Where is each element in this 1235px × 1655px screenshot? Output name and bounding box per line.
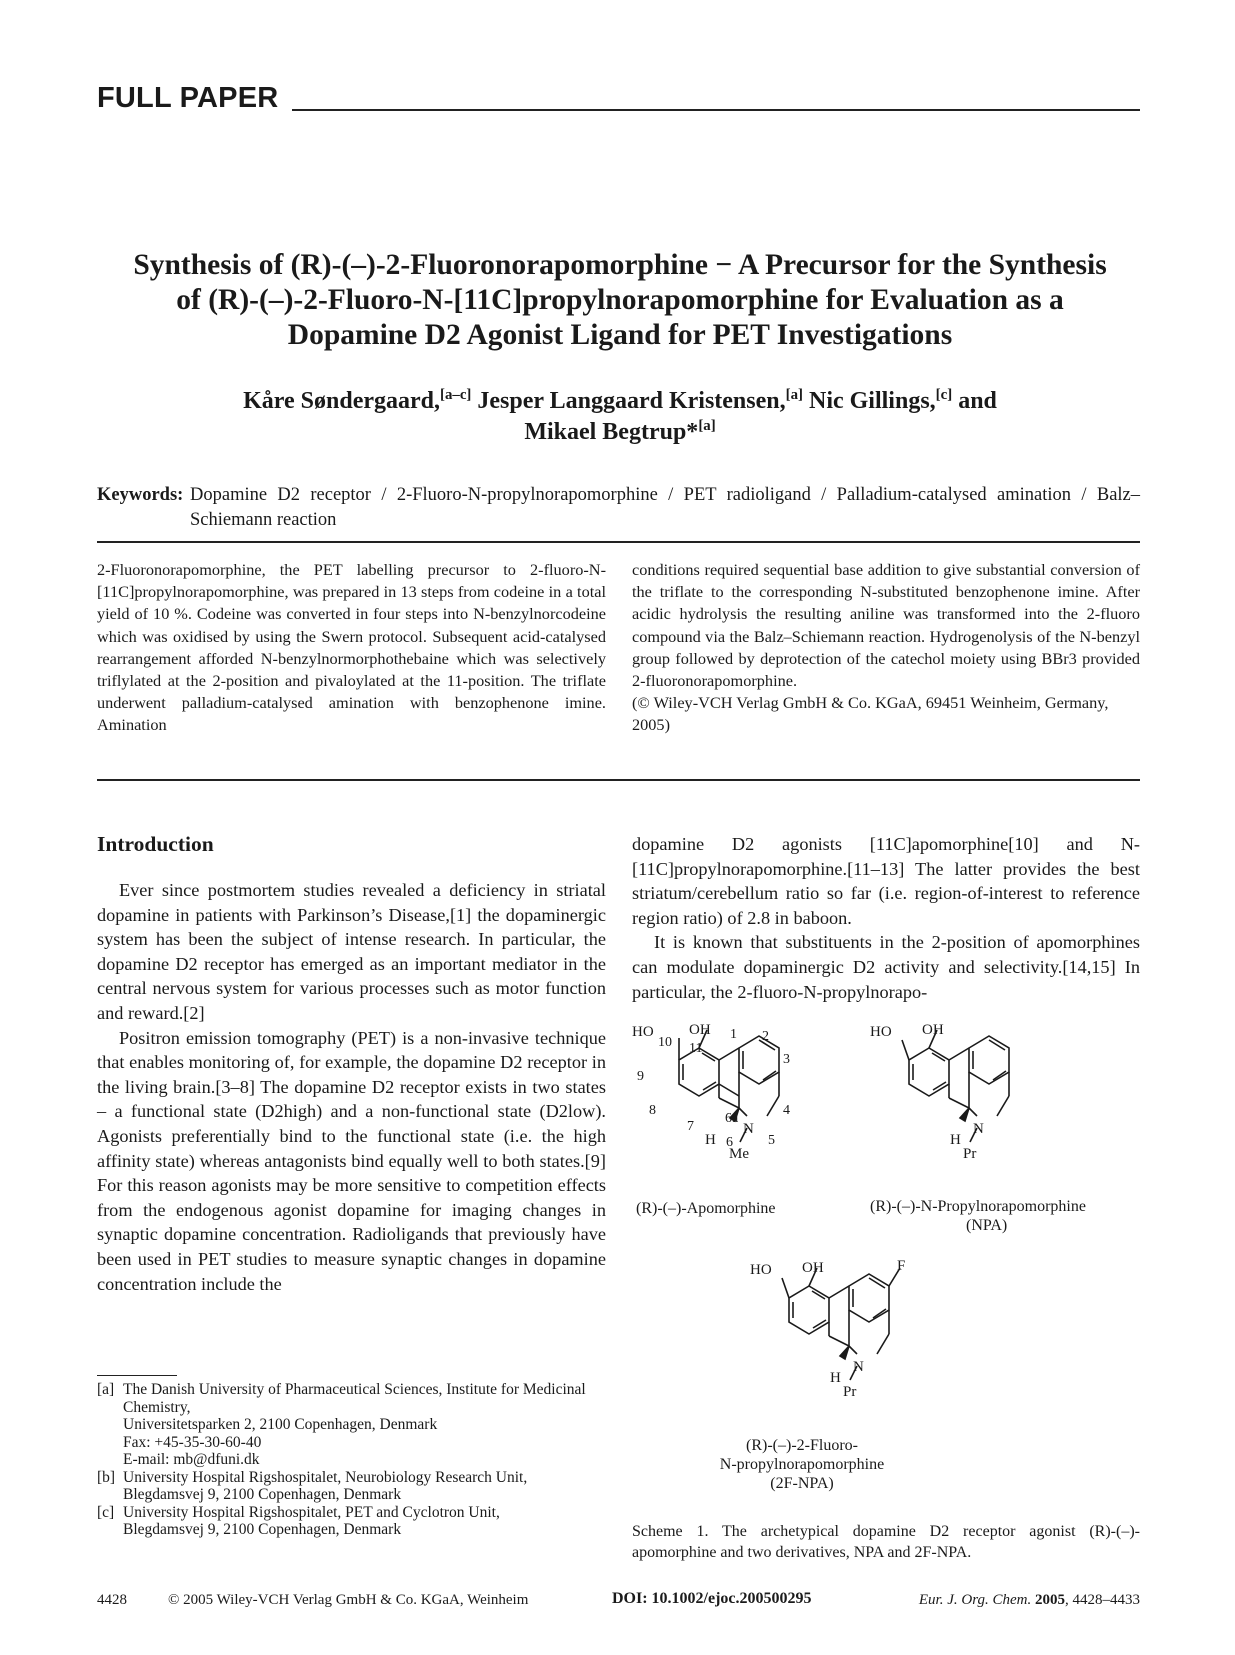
ring-number: 4 [783, 1103, 790, 1118]
footnote-a [97, 1381, 606, 1469]
footnote-tag: [a] [97, 1381, 115, 1398]
paper-title [90, 248, 1150, 353]
author-name: Jesper Langgaard Kristensen, [477, 388, 786, 414]
abstract-right-text: conditions required sequential base addition to give substantial conversion of the triflate to the corresponding N-substituted benzophenone imine. After acidic hydrolysis the resulting aniline was transformed into the 2-fluoro compound via the Balz–Schiemann reaction. Hydrogenolysis of the N-benzyl group followed by deprotection of the catechol moiety using BBr3 provided 2-fluoronorapomorphine. [632, 560, 1140, 691]
author-affiliation: [a] [785, 387, 803, 404]
section-heading-introduction: Introduction [97, 832, 214, 856]
author-name: Mikael Begtrup* [524, 419, 699, 445]
footer-doi: DOI: 10.1002/ejoc.200500295 [612, 1590, 812, 1607]
author-affiliation: [a–c] [440, 387, 472, 404]
paragraph: Ever since postmortem studies revealed a deficiency in striatal dopamine in patients with Parkinson’s Disease,[1] the dopaminergic system has been the subject of intense research. In particular, the dopamine D2 receptor has emerged as an important mediator in the central nervous system for various processes such as motor function and reward.[2] [97, 880, 606, 1023]
atom-label: Me [729, 1146, 749, 1162]
abstract-copyright: (© Wiley-VCH Verlag GmbH & Co. KGaA, 69451 Weinheim, Germany, 2005) [632, 693, 1109, 735]
footnote-c [97, 1504, 606, 1539]
title-line-1: Synthesis of (R)-(–)-2-Fluoronorapomorphine − A Precursor for the Synthesis [133, 249, 1107, 281]
paragraph: Positron emission tomography (PET) is a non-invasive technique that enables monitoring of, for example, the dopamine D2 receptor in the living brain.[3–8] The dopamine D2 receptor exists in two states – a functional state (D2high) and a non-functional state (D2low). Agonists preferentially bind to the functional state (i.e. the high affinity state) whereas antagonists bind equally well to both states.[9] For this reason agonists may be more sensitive to competition effects from the endogenous agonist dopamine for imaging changes in synaptic dopamine concentration. Radioligands that previously have been used in PET studies to measure synaptic changes in dopamine concentration include the [97, 1027, 606, 1294]
atom-label: H [950, 1132, 961, 1148]
2f-npa-structure [782, 1268, 900, 1380]
paragraph: dopamine D2 agonists [11C]apomorphine[10] and N-[11C]propylnorapomorphine.[11–13] The latter provides the best striatum/cerebellum ratio so far (i.e. region-of-interest to reference region ratio) of 2.8 in baboon. [632, 834, 1140, 928]
scheme-caption: Scheme 1. The archetypical dopamine D2 receptor agonist (R)-(–)-apomorphine and two derivatives, NPA and 2F-NPA. [632, 1523, 1140, 1561]
intro-right-column [632, 832, 1140, 1004]
footer-copyright: © 2005 Wiley-VCH Verlag GmbH & Co. KGaA, Weinheim [168, 1592, 529, 1608]
author-name: Nic Gillings, [808, 388, 936, 414]
keyword: Balz–Schiemann reaction [190, 485, 1141, 530]
footnote-line: Universitetsparken 2, 2100 Copenhagen, Denmark [123, 1416, 438, 1433]
ring-number: 2 [762, 1029, 769, 1044]
scheme-1-structures [632, 1018, 1140, 1548]
page-number: 4428 [97, 1592, 127, 1608]
keywords-label: Keywords: [97, 485, 184, 505]
author-and: and [958, 388, 997, 414]
npa-label: (R)-(–)-N-Propylnorapomorphine [870, 1198, 1086, 1215]
atom-label: N [743, 1121, 754, 1137]
atom-label: N [853, 1359, 864, 1375]
ring-number: 1 [730, 1027, 737, 1042]
keyword: Dopamine D2 receptor [190, 485, 371, 505]
atom-label: HO [632, 1024, 654, 1040]
abstract-right-column [632, 559, 1140, 737]
header-rule [292, 109, 1140, 111]
ring-number: 10 [658, 1035, 672, 1050]
author-name: Kåre Søndergaard, [243, 388, 440, 414]
keyword: PET radioligand [683, 485, 811, 505]
ring-number: 9 [637, 1069, 644, 1084]
footnote-rule [97, 1375, 177, 1376]
atom-label: F [897, 1258, 906, 1274]
apomorphine-labels [632, 1022, 790, 1162]
ring-number: 11 [689, 1041, 703, 1056]
footnote-line: Blegdamsvej 9, 2100 Copenhagen, Denmark [123, 1521, 402, 1538]
footer-citation [919, 1592, 1140, 1609]
footnote-line: University Hospital Rigshospitalet, PET and Cyclotron Unit, [123, 1503, 500, 1521]
author-affiliation: [c] [935, 387, 953, 404]
title-line-2: of (R)-(–)-2-Fluoro-N-[11C]propylnorapomorphine for Evaluation as a [176, 284, 1064, 316]
footnote-line: Fax: +45-35-30-60-40 [123, 1433, 262, 1451]
abstract-bottom-rule [97, 779, 1140, 781]
atom-label: H [830, 1370, 841, 1386]
footnote-line: E-mail: mb@dfuni.dk [123, 1451, 260, 1468]
npa-structure [902, 1030, 1009, 1142]
footnote-line: Blegdamsvej 9, 2100 Copenhagen, Denmark [123, 1486, 402, 1503]
paragraph: It is known that substituents in the 2-position of apomorphines can modulate dopaminergic D2 activity and selectivity.[14,15] In particular, the 2-fluoro-N-propylnorapo- [632, 932, 1140, 1002]
apomorphine-label: (R)-(–)-Apomorphine [636, 1200, 776, 1217]
ring-number: 6 [726, 1135, 733, 1150]
running-header [97, 80, 1140, 120]
journal-pages: , 4428–4433 [1065, 1592, 1140, 1608]
keyword: 2-Fluoro-N-propylnorapomorphine [396, 485, 658, 505]
ring-number: 6a [725, 1111, 739, 1126]
atom-label: OH [802, 1260, 824, 1276]
keywords-list: Dopamine D2 receptor / 2-Fluoro-N-propylnorapomorphine / PET radioligand / Palladium-catalysed amination / Balz–Schiemann reaction [190, 485, 1141, 530]
footnote-tag: [c] [97, 1503, 115, 1521]
intro-left-column [97, 878, 606, 1296]
title-line-3: Dopamine D2 Agonist Ligand for PET Investigations [287, 319, 953, 351]
affiliation-footnotes [97, 1381, 606, 1539]
journal-year: 2005 [1035, 1592, 1065, 1608]
footnote-line: University Hospital Rigshospitalet, Neurobiology Research Unit, [123, 1468, 528, 1486]
atom-label: OH [922, 1022, 944, 1038]
author-affiliation: [a] [698, 418, 716, 435]
npa-abbreviation: (NPA) [966, 1217, 1008, 1234]
npa-labels [870, 1022, 984, 1162]
author-list [90, 386, 1150, 448]
atom-label: Pr [843, 1384, 857, 1400]
abstract-top-rule [97, 541, 1140, 543]
atom-label: HO [870, 1024, 892, 1040]
ring-number: 7 [687, 1119, 694, 1134]
2f-npa-label-line-2: N-propylnorapomorphine [719, 1456, 885, 1473]
section-label: FULL PAPER [97, 82, 279, 114]
abstract-left-column: 2-Fluoronorapomorphine, the PET labelling precursor to 2-fluoro-N-[11C]propylnorapomorphine, was prepared in 13 steps from codeine in a total yield of 10 %. Codeine was converted in four steps into N-benzylnorcodeine which was oxidised by using the Swern protocol. Subsequent acid-catalysed rearrangement afforded N-benzylnormorphothebaine which was selectively triflylated at the 2-position and pivaloylated at the 11-position. The triflate underwent palladium-catalysed amination with benzophenone imine. Amination [97, 560, 606, 735]
footnote-line: The Danish University of Pharmaceutical Sciences, Institute for Medicinal Chemistry, [123, 1381, 586, 1416]
atom-label: OH [689, 1022, 711, 1038]
2f-npa-abbreviation: (2F-NPA) [770, 1475, 834, 1492]
keyword: Palladium-catalysed amination [836, 485, 1072, 505]
atom-label: HO [750, 1262, 772, 1278]
atom-label: H [705, 1132, 716, 1148]
journal-name: Eur. J. Org. Chem. [918, 1592, 1032, 1608]
footnote-tag: [b] [97, 1468, 116, 1486]
ring-number: 3 [783, 1052, 790, 1067]
footnote-b [97, 1469, 606, 1504]
atom-label: N [973, 1121, 984, 1137]
2f-npa-label-line-1: (R)-(–)-2-Fluoro- [746, 1437, 858, 1454]
ring-number: 8 [649, 1103, 656, 1118]
2f-npa-labels [750, 1258, 905, 1400]
ring-number: 5 [768, 1133, 775, 1148]
atom-label: Pr [963, 1146, 977, 1162]
